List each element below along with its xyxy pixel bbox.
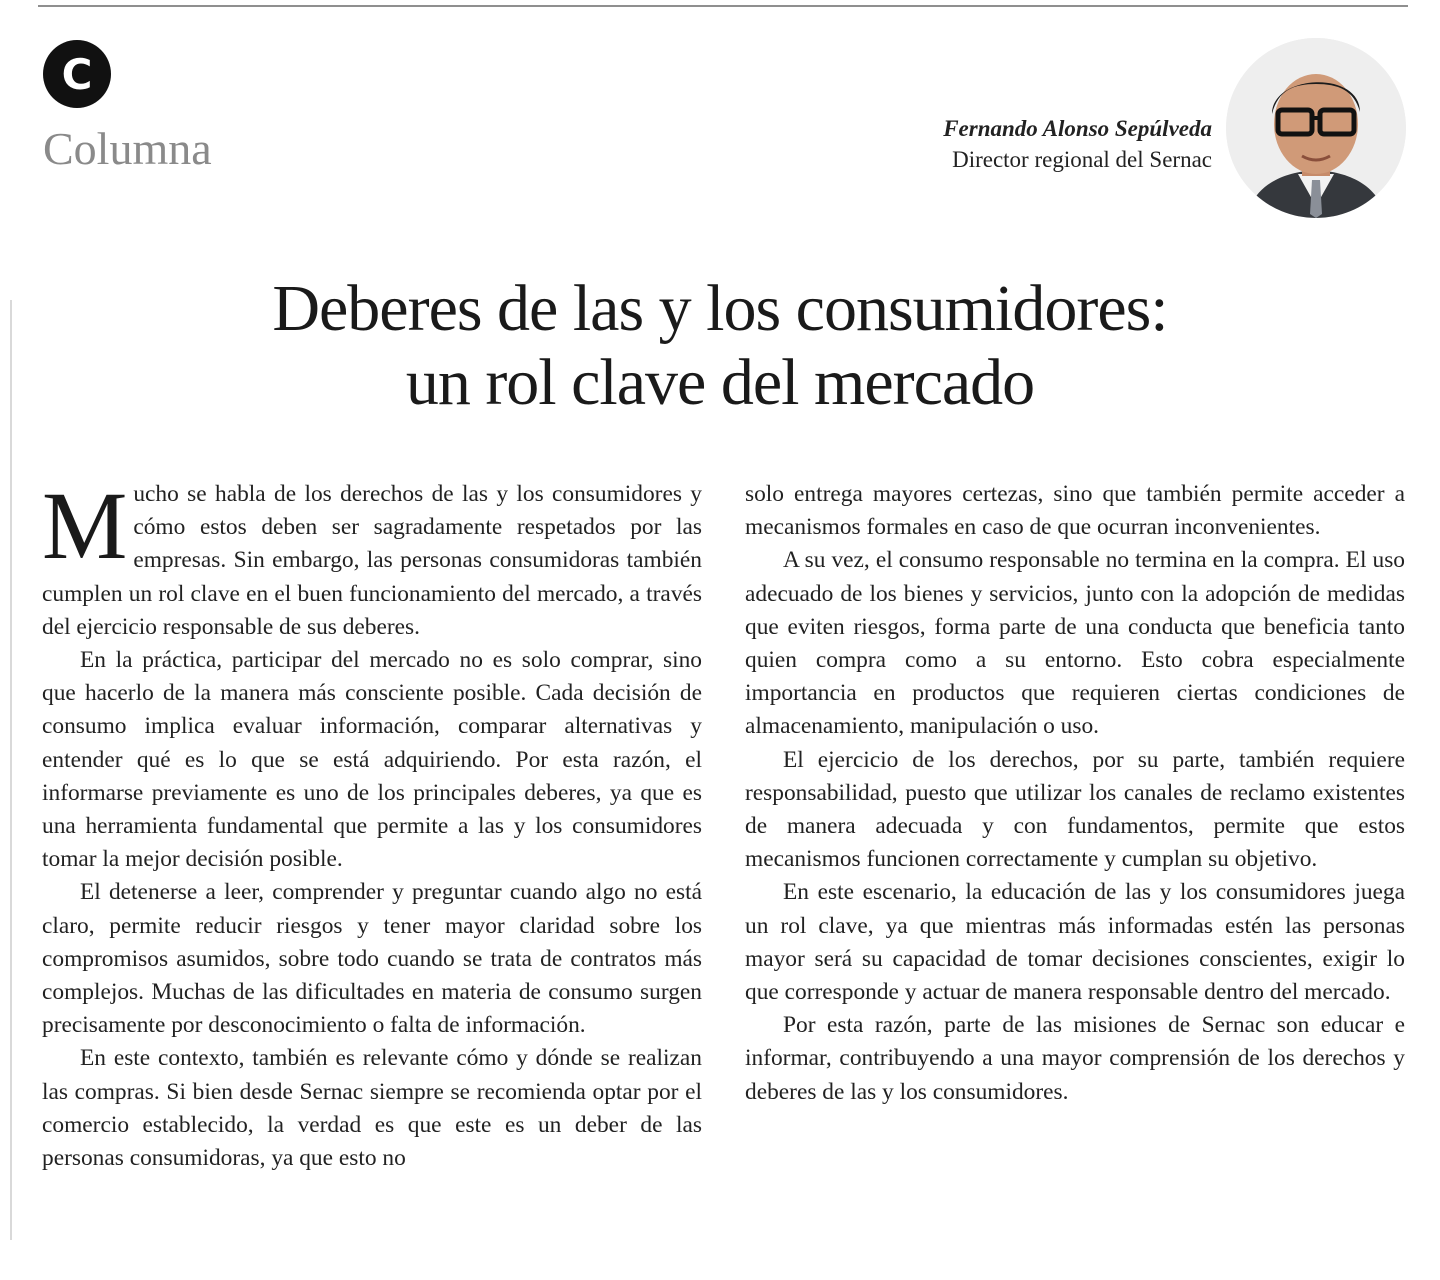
drop-cap: M [42, 472, 128, 579]
author-byline [943, 114, 1212, 176]
author-avatar [1226, 38, 1406, 218]
article-column-right [745, 478, 1405, 1109]
author-portrait-icon [1226, 38, 1406, 218]
paragraph-4: En este contexto, también es relevante cómo y dónde se realizan las compras. Si bien desde Sernac siempre se recomienda optar por el comercio establecido, la verdad es que este es un deber de las personas consumidoras, ya que esto no [42, 1045, 702, 1172]
author-name: Fernando Alonso Sepúlveda [943, 116, 1212, 141]
paragraph-8: Por esta razón, parte de las misiones de Sernac son educar e informar, contribuyendo a una mayor comprensión de los derechos y deberes de las y los consumidores. [745, 1012, 1405, 1105]
paragraph-5: A su vez, el consumo responsable no termina en la compra. El uso adecuado de los bienes y servicios, junto con la adopción de medidas que eviten riesgos, forma parte de una conducta que beneficia tanto quien compra como a su entorno. Esto cobra especialmente importancia en productos que requieren ciertas condiciones de almacenamiento, manipulación o uso. [745, 547, 1405, 740]
top-divider [38, 5, 1408, 7]
paragraph-6: El ejercicio de los derechos, por su parte, también requiere responsabilidad, puesto que utilizar los canales de reclamo existentes de manera adecuada y con fundamentos, permite que estos mecanismos funcionen correctamente y cumplan su objetivo. [745, 746, 1405, 873]
headline-line-2: un rol clave del mercado [405, 346, 1035, 419]
article-column-left [42, 472, 702, 1175]
headline-line-1: Deberes de las y los consumidores: [272, 272, 1168, 345]
badge-letter: C [61, 49, 93, 99]
paragraph-1 [42, 472, 702, 644]
author-role: Director regional del Sernac [952, 147, 1212, 172]
paragraph-4-continued: solo entrega mayores certezas, sino que también permite acceder a mecanismos formales en caso de que ocurran inconvenientes. [745, 481, 1405, 541]
column-badge-icon [43, 40, 111, 108]
paragraph-7: En este escenario, la educación de las y los consumidores juega un rol clave, ya que mientras más informadas estén las personas mayor será su capacidad de tomar decisiones conscientes, exigir lo que corresponde y actuar de manera responsable dentro del mercado. [745, 879, 1405, 1006]
headline [0, 272, 1440, 420]
paragraph-2: En la práctica, participar del mercado no es solo comprar, sino que hacerlo de la manera más consciente posible. Cada decisión de consumo implica evaluar información, comparar alternativas y entender qué es lo que se está adquiriendo. Por esta razón, el informarse previamente es uno de los principales deberes, ya que es una herramienta fundamental que permite a las y los consumidores tomar la mejor decisión posible. [42, 647, 702, 873]
section-label: Columna [43, 123, 212, 174]
paragraph-1-text: ucho se habla de los derechos de las y los consumidores y cómo estos deben ser sagradamente respetados por las empresas. Sin embargo, las personas consumidoras también cumplen un rol clave en el buen funcionamiento del mercado, a través del ejercicio responsable de sus deberes. [42, 481, 702, 640]
left-margin-rule [10, 300, 12, 1240]
paragraph-3: El detenerse a leer, comprender y preguntar cuando algo no está claro, permite reducir riesgos y tener mayor claridad sobre los compromisos asumidos, sobre todo cuando se trata de contratos más complejos. Muchas de las dificultades en materia de consumo surgen precisamente por desconocimiento o falta de información. [42, 879, 702, 1039]
